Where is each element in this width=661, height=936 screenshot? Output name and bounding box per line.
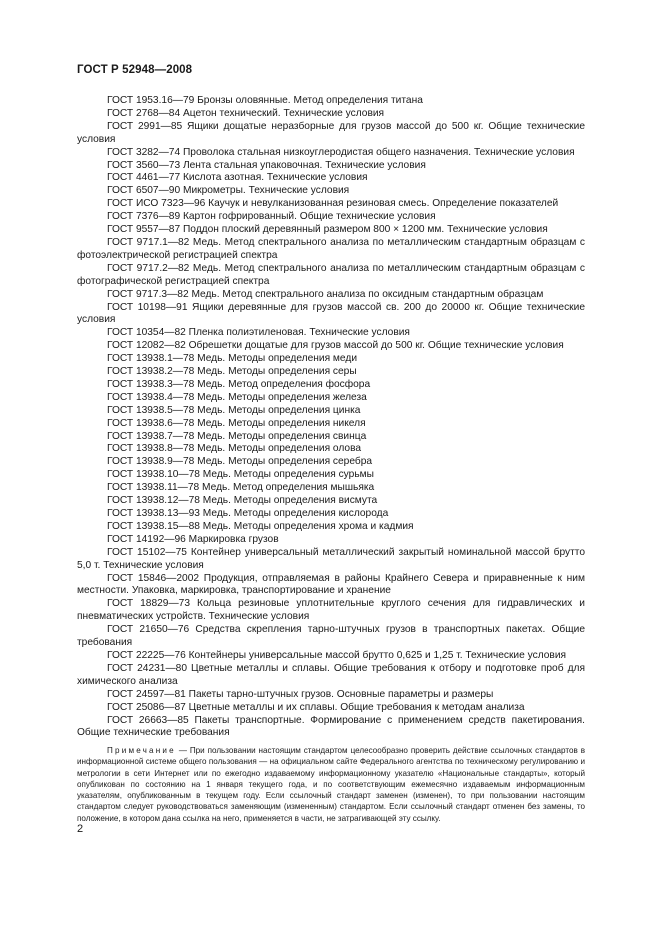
reference-item — [77, 160, 585, 173]
reference-item — [77, 198, 585, 211]
reference-text: ГОСТ 13938.10—78 Медь. Методы определения сурьмы — [107, 469, 374, 481]
reference-text: ГОСТ 13938.5—78 Медь. Методы определения цинка — [107, 404, 361, 416]
reference-item — [77, 521, 585, 534]
reference-text: ГОСТ 13938.11—78 Медь. Метод определения мышьяка — [107, 482, 375, 494]
reference-text: ГОСТ 3560—73 Лента стальная упаковочная. Технические условия — [107, 159, 426, 171]
reference-item — [77, 263, 585, 289]
reference-item — [77, 508, 585, 521]
reference-text: ГОСТ 9717.1—82 Медь. Метод спектрального анализа по металлическим стандартным образцам с фотоэлектрической регистрацией спектра — [77, 236, 585, 261]
reference-item — [77, 650, 585, 663]
reference-item — [77, 95, 585, 108]
reference-text: ГОСТ 1953.16—79 Бронзы оловянные. Метод определения титана — [107, 95, 423, 106]
reference-text: ГОСТ 22225—76 Контейнеры универсальные массой брутто 0,625 и 1,25 т. Технические условия — [107, 649, 567, 661]
reference-text: ГОСТ 13938.1—78 Медь. Методы определения меди — [107, 353, 358, 365]
reference-text: ГОСТ 2991—85 Ящики дощатые неразборные для грузов массой до 500 кг. Общие технические условия — [77, 120, 585, 145]
reference-text: ГОСТ 3282—74 Проволока стальная низкоуглеродистая общего назначения. Технические условия — [107, 146, 575, 158]
reference-text: ГОСТ 7376—89 Картон гофрированный. Общие технические условия — [107, 211, 436, 223]
reference-item — [77, 237, 585, 263]
reference-text: ГОСТ 2768—84 Ацетон технический. Технические условия — [107, 107, 385, 119]
reference-item — [77, 121, 585, 147]
reference-item — [77, 379, 585, 392]
reference-item — [77, 482, 585, 495]
reference-text: ГОСТ 25086—87 Цветные металлы и их сплавы. Общие требования к методам анализа — [107, 701, 525, 713]
reference-text: ГОСТ 13938.3—78 Медь. Метод определения фосфора — [107, 378, 371, 390]
reference-item — [77, 547, 585, 573]
reference-item — [77, 211, 585, 224]
reference-item — [77, 353, 585, 366]
reference-item — [77, 327, 585, 340]
reference-text: ГОСТ 4461—77 Кислота азотная. Технические условия — [107, 172, 368, 184]
reference-text: ГОСТ 13938.6—78 Медь. Методы определения никеля — [107, 417, 366, 429]
reference-text: ГОСТ 24597—81 Пакеты тарно-штучных грузов. Основные параметры и размеры — [107, 688, 494, 700]
reference-text: ГОСТ 10354—82 Пленка полиэтиленовая. Технические условия — [107, 327, 410, 339]
reference-text: ГОСТ 26663—85 Пакеты транспортные. Формирование с применением средств пакетирования. Общие технические требования — [77, 714, 585, 739]
reference-item — [77, 624, 585, 650]
reference-item — [77, 702, 585, 715]
reference-text: ГОСТ 6507—90 Микрометры. Технические условия — [107, 185, 350, 197]
reference-text: ГОСТ 13938.15—88 Медь. Методы определения хрома и кадмия — [107, 520, 414, 532]
reference-text: ГОСТ 15846—2002 Продукция, отправляемая в районы Крайнего Севера и приравненные к ним местности. Упаковка, маркировка, транспортирование и хранение — [77, 572, 585, 597]
reference-text: ГОСТ 13938.8—78 Медь. Методы определения олова — [107, 443, 362, 455]
references-list — [77, 95, 585, 740]
reference-item — [77, 495, 585, 508]
reference-text: ГОСТ 13938.2—78 Медь. Методы определения серы — [107, 366, 357, 378]
reference-item — [77, 185, 585, 198]
reference-text: ГОСТ 13938.4—78 Медь. Методы определения железа — [107, 391, 367, 403]
reference-text: ГОСТ 13938.13—93 Медь. Методы определения кислорода — [107, 508, 389, 519]
reference-item — [77, 405, 585, 418]
reference-text: ГОСТ 13938.12—78 Медь. Методы определения висмута — [107, 495, 378, 507]
reference-item — [77, 224, 585, 237]
reference-text: ГОСТ 10198—91 Ящики деревянные для грузов массой св. 200 до 20000 кг. Общие технические условия — [77, 301, 585, 326]
reference-item — [77, 598, 585, 624]
reference-text: ГОСТ 12082—82 Обрешетки дощатые для грузов массой до 500 кг. Общие технические условия — [107, 340, 564, 352]
reference-item — [77, 443, 585, 456]
note-text: — При пользовании настоящим стандартом целесообразно проверить действие ссылочных стандартов в информационной системе общего пользования — на официальном сайте Федерального агентства по техническому регулированию и метрологии в сети Интернет или по ежегодно издаваемому информационному указателю «Национальные стандарты», который опубликован по состоянию на 1 января текущего года, и по соответствующим ежемесячно издаваемым информационным указателям, опубликованным в текущем году. Если ссылочный стандарт заменен (изменен), то при пользовании настоящим стандартом следует руководствоваться заменяющим (измененным) стандартом. Если ссылочный стандарт отменен без замены, то положение, в котором дана ссылка на него, применяется в части, не затрагивающей эту ссылку. — [77, 746, 585, 823]
reference-text: ГОСТ 9717.2—82 Медь. Метод спектрального анализа по металлическим стандартным образцам с фотографической регистрацией спектра — [77, 262, 585, 287]
reference-item — [77, 469, 585, 482]
reference-item — [77, 689, 585, 702]
reference-text: ГОСТ 15102—75 Контейнер универсальный металлический закрытый номинальной массой брутто 5,0 т. Технические условия — [77, 546, 585, 571]
reference-item — [77, 108, 585, 121]
reference-text: ГОСТ 13938.9—78 Медь. Методы определения серебра — [107, 456, 373, 468]
reference-text: ГОСТ 21650—76 Средства скрепления тарно-штучных грузов в транспортных пакетах. Общие требования — [77, 624, 585, 649]
reference-item — [77, 573, 585, 599]
reference-text: ГОСТ 9557—87 Поддон плоский деревянный размером 800 × 1200 мм. Технические условия — [107, 224, 548, 236]
document-header: ГОСТ Р 52948—2008 — [77, 64, 193, 76]
reference-item — [77, 289, 585, 302]
reference-item — [77, 663, 585, 689]
reference-item — [77, 456, 585, 469]
reference-text: ГОСТ 14192—96 Маркировка грузов — [107, 533, 279, 545]
reference-item — [77, 172, 585, 185]
reference-item — [77, 340, 585, 353]
reference-item — [77, 418, 585, 431]
note-label: Примечание — [107, 746, 176, 755]
reference-text: ГОСТ 13938.7—78 Медь. Методы определения свинца — [107, 430, 367, 442]
reference-text: ГОСТ 9717.3—82 Медь. Метод спектрального анализа по оксидным стандартным образцам — [107, 288, 544, 300]
reference-text: ГОСТ 24231—80 Цветные металлы и сплавы. Общие требования к отбору и подготовке проб для химического анализа — [77, 662, 585, 687]
reference-item — [77, 366, 585, 379]
reference-item — [77, 392, 585, 405]
reference-item — [77, 715, 585, 741]
reference-text: ГОСТ 18829—73 Кольца резиновые уплотнительные круглого сечения для гидравлических и пневматических устройств. Технические условия — [77, 598, 585, 623]
reference-item — [77, 534, 585, 547]
reference-item — [77, 431, 585, 444]
reference-item — [77, 302, 585, 328]
note-block — [77, 745, 585, 824]
reference-text: ГОСТ ИСО 7323—96 Каучук и невулканизованная резиновая смесь. Определение показателей — [107, 198, 559, 210]
page-number: 2 — [77, 823, 84, 835]
reference-item — [77, 147, 585, 160]
